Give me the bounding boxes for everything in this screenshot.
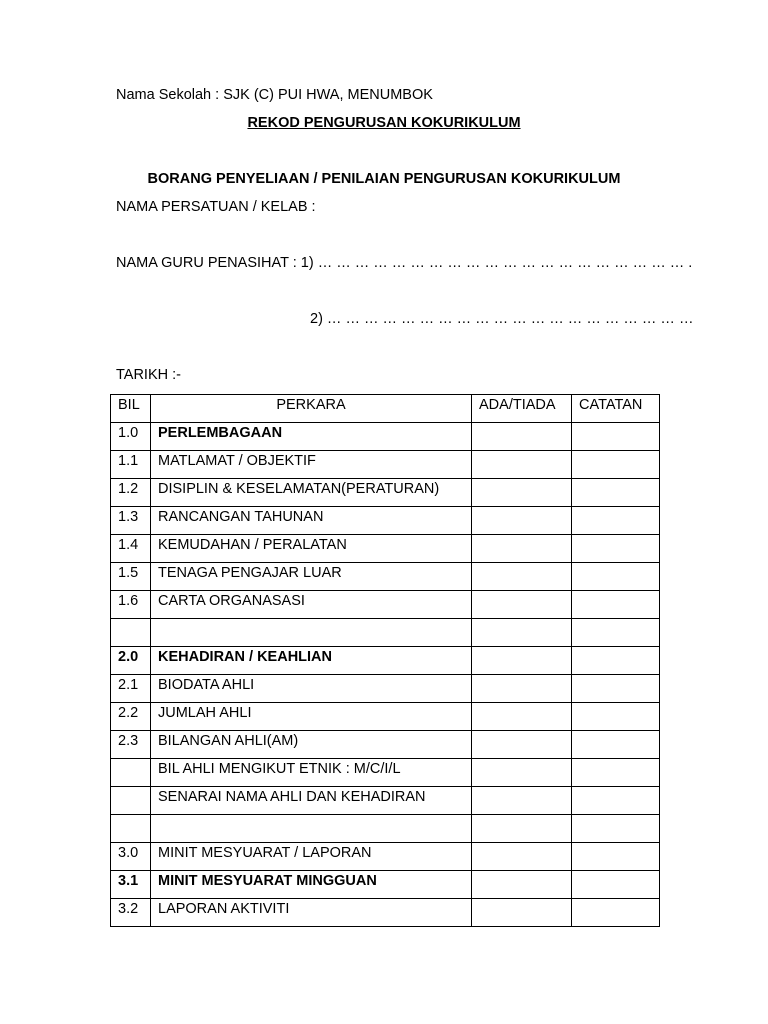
table-row [111,815,660,843]
cell-catatan [572,899,660,927]
cell-ada-tiada [472,619,572,647]
cell-catatan [572,647,660,675]
cell-ada-tiada [472,451,572,479]
header-ada-tiada: ADA/TIADA [472,395,572,423]
cell-catatan [572,675,660,703]
cell-perkara [151,815,472,843]
cell-perkara: JUMLAH AHLI [151,703,472,731]
assessment-table [110,394,660,927]
cell-catatan [572,563,660,591]
cell-bil: 2.0 [111,647,151,675]
cell-bil [111,815,151,843]
cell-ada-tiada [472,787,572,815]
cell-catatan [572,507,660,535]
cell-catatan [572,843,660,871]
cell-catatan [572,759,660,787]
cell-bil: 1.2 [111,479,151,507]
table-row [111,451,660,479]
table-row [111,647,660,675]
cell-catatan [572,815,660,843]
table-row [111,703,660,731]
cell-bil: 1.0 [111,423,151,451]
cell-perkara: BIODATA AHLI [151,675,472,703]
cell-bil: 1.3 [111,507,151,535]
table-row [111,619,660,647]
cell-bil: 3.1 [111,871,151,899]
cell-bil: 1.5 [111,563,151,591]
cell-catatan [572,703,660,731]
table-row [111,759,660,787]
cell-ada-tiada [472,423,572,451]
cell-perkara: RANCANGAN TAHUNAN [151,507,472,535]
cell-ada-tiada [472,507,572,535]
cell-bil: 2.3 [111,731,151,759]
table-header-row [111,395,660,423]
cell-ada-tiada [472,675,572,703]
cell-perkara: MINIT MESYUARAT / LAPORAN [151,843,472,871]
table-row [111,731,660,759]
cell-bil: 1.1 [111,451,151,479]
cell-ada-tiada [472,703,572,731]
cell-catatan [572,871,660,899]
cell-perkara: LAPORAN AKTIVITI [151,899,472,927]
club-name-field: NAMA PERSATUAN / KELAB : [116,199,316,215]
header-bil: BIL [111,395,151,423]
table-row [111,871,660,899]
table-row [111,675,660,703]
cell-perkara: KEHADIRAN / KEAHLIAN [151,647,472,675]
cell-bil: 2.1 [111,675,151,703]
cell-catatan [572,451,660,479]
document-title: REKOD PENGURUSAN KOKURIKULUM [247,115,521,131]
table-row [111,535,660,563]
table-row [111,591,660,619]
cell-ada-tiada [472,815,572,843]
cell-ada-tiada [472,899,572,927]
school-name: Nama Sekolah : SJK (C) PUI HWA, MENUMBOK [116,87,433,103]
cell-ada-tiada [472,479,572,507]
cell-ada-tiada [472,647,572,675]
cell-perkara: PERLEMBAGAAN [151,423,472,451]
table-row [111,899,660,927]
table-row [111,423,660,451]
cell-perkara [151,619,472,647]
cell-catatan [572,423,660,451]
table-row [111,479,660,507]
cell-catatan [572,787,660,815]
cell-perkara: KEMUDAHAN / PERALATAN [151,535,472,563]
cell-ada-tiada [472,843,572,871]
date-field: TARIKH :- [116,367,181,383]
advisor-teacher-line-1: NAMA GURU PENASIHAT : 1) … … … … … … … … … … … … … … … … … … … … . [116,255,693,271]
cell-ada-tiada [472,591,572,619]
table-row [111,507,660,535]
cell-ada-tiada [472,759,572,787]
cell-bil [111,787,151,815]
cell-ada-tiada [472,563,572,591]
cell-perkara: DISIPLIN & KESELAMATAN(PERATURAN) [151,479,472,507]
header-perkara: PERKARA [151,395,472,423]
cell-bil: 1.4 [111,535,151,563]
cell-perkara: MATLAMAT / OBJEKTIF [151,451,472,479]
form-title: BORANG PENYELIAAN / PENILAIAN PENGURUSAN KOKURIKULUM [147,171,621,187]
cell-perkara: SENARAI NAMA AHLI DAN KEHADIRAN [151,787,472,815]
cell-ada-tiada [472,731,572,759]
cell-catatan [572,535,660,563]
cell-perkara: BIL AHLI MENGIKUT ETNIK : M/C/I/L [151,759,472,787]
cell-bil [111,619,151,647]
cell-bil [111,759,151,787]
cell-catatan [572,479,660,507]
header-catatan: CATATAN [572,395,660,423]
cell-ada-tiada [472,871,572,899]
advisor-teacher-line-2: 2) … … … … … … … … … … … … … … … … … … … … [310,311,694,327]
cell-perkara: MINIT MESYUARAT MINGGUAN [151,871,472,899]
cell-perkara: TENAGA PENGAJAR LUAR [151,563,472,591]
cell-bil: 3.0 [111,843,151,871]
cell-ada-tiada [472,535,572,563]
cell-bil: 3.2 [111,899,151,927]
cell-catatan [572,591,660,619]
cell-perkara: BILANGAN AHLI(AM) [151,731,472,759]
cell-catatan [572,619,660,647]
cell-perkara: CARTA ORGANASASI [151,591,472,619]
table-row [111,787,660,815]
table-row [111,843,660,871]
table-row [111,563,660,591]
cell-bil: 1.6 [111,591,151,619]
cell-bil: 2.2 [111,703,151,731]
cell-catatan [572,731,660,759]
